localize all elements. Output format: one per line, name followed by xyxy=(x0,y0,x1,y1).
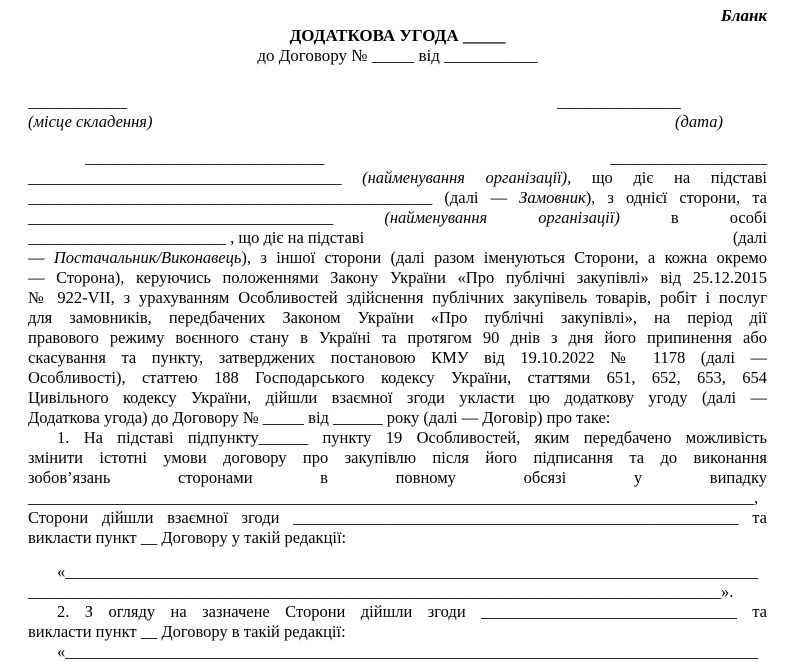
text-line xyxy=(28,268,767,288)
text-segment: правового режиму воєнного стану в Україні та протягом 90 днів з дня його припинення або xyxy=(28,328,767,347)
text-line xyxy=(28,328,767,348)
blank-field: ____________________________________________________________________________________ xyxy=(65,642,759,661)
text-segment: пункту 19 Особливостей, яким передбачено можливість xyxy=(308,428,767,447)
place-block xyxy=(28,92,152,132)
text-segment: скасування та пункту, затверджених постановою КМУ від 19.10.2022 № 1178 (далі — xyxy=(28,348,767,367)
text-segment: та xyxy=(738,508,767,527)
text-segment: (найменування організації) xyxy=(384,208,620,227)
text-segment: (далі xyxy=(732,228,767,247)
text-line xyxy=(28,208,767,228)
text-segment: року (далі — Договір) про таке: xyxy=(382,408,611,427)
text-line xyxy=(28,582,767,602)
text-line xyxy=(28,408,767,428)
text-segment: змінити істотні умови договору про закупівлю після його підписання та до виконання xyxy=(28,448,767,467)
blank-field: ________________________________________________________________________________________ xyxy=(28,488,754,507)
text-segment: Цивільного кодексу України, дійшли взаємної згоди укласти цю додаткову угоду (далі — xyxy=(28,388,767,407)
text-segment: та xyxy=(736,602,767,621)
text-line xyxy=(28,642,767,662)
text-line xyxy=(28,602,767,622)
blank-field: ____________________________________________________________________________________ xyxy=(65,562,759,581)
text-line xyxy=(28,428,767,448)
text-segment: ), з однієї сторони, та xyxy=(585,188,767,207)
text-segment: Замовник xyxy=(519,188,586,207)
text-segment: Додаткова угода) до Договору № xyxy=(28,408,263,427)
blank-field: ________________________ xyxy=(28,228,226,247)
document-title: ДОДАТКОВА УГОДА _____ xyxy=(289,26,506,45)
text-segment: — xyxy=(28,248,54,267)
text-segment: № 922-VII, з урахуванням Особливостей здійснення публічних закупівель товарів, робіт і послуг xyxy=(28,288,767,307)
text-segment: що діє на підставі xyxy=(571,168,767,187)
text-line xyxy=(28,228,767,248)
text-line xyxy=(28,288,767,308)
text-segment: для замовників, передбачених Законом України «Про публічні закупівлі», на період дії xyxy=(28,308,767,327)
blank-field: __ xyxy=(140,528,158,547)
text-line xyxy=(28,528,767,548)
blank-field: ______________________________________________________ xyxy=(293,508,739,527)
blank-field: ______ xyxy=(333,408,383,427)
text-line xyxy=(28,368,767,388)
text-segment: , xyxy=(754,488,759,507)
text-line xyxy=(28,168,767,188)
date-blank-field: _______________ xyxy=(557,92,681,111)
text-segment: від xyxy=(304,408,334,427)
blank-field: _____ xyxy=(262,408,305,427)
text-line xyxy=(28,348,767,368)
document-subtitle: до Договору № _____ від ___________ xyxy=(257,46,538,65)
text-segment xyxy=(324,148,610,167)
text-line xyxy=(28,562,767,582)
text-segment: , що діє на підставі xyxy=(226,228,365,247)
text-segment: 2. З огляду на зазначене Сторони дійшли згоди xyxy=(57,602,482,621)
text-segment: Сторони дійшли взаємної згоди xyxy=(28,508,294,527)
text-segment: в особі xyxy=(619,208,767,227)
text-line xyxy=(28,388,767,408)
text-line xyxy=(28,188,767,208)
text-segment xyxy=(333,208,384,227)
blank-field: ____________________________________________________________________________________ xyxy=(28,582,721,601)
text-segment: викласти пункт xyxy=(28,528,141,547)
text-line xyxy=(28,248,767,268)
text-line xyxy=(28,308,767,328)
place-blank-field: ____________ xyxy=(28,92,127,111)
date-label: (дата) xyxy=(675,112,723,131)
blank-form-label: Бланк xyxy=(720,6,767,25)
blank-field: _____________________________ xyxy=(85,148,325,167)
text-segment: викласти пункт xyxy=(28,622,141,641)
text-segment: Особливості), статтею 188 Господарського кодексу України, статтями 651, 652, 653, 654 xyxy=(28,368,767,387)
blank-field: ___________________ xyxy=(610,148,767,167)
text-segment: зобов’язань сторонами в повному обсязі у випадку xyxy=(28,468,767,487)
text-line xyxy=(28,508,767,528)
text-segment: « xyxy=(57,642,66,661)
place-label: (місце складення) xyxy=(28,112,153,131)
text-line xyxy=(28,622,767,642)
blank-field: _________________________________________________ xyxy=(28,188,433,207)
place-date-row xyxy=(28,92,767,132)
text-segment: Договору у такій редакції: xyxy=(157,528,347,547)
text-segment: « xyxy=(57,562,66,581)
text-segment: (найменування організації), xyxy=(362,168,572,187)
text-line xyxy=(28,488,767,508)
text-segment: (далі — xyxy=(432,188,520,207)
blank-field: __ xyxy=(140,622,158,641)
text-line xyxy=(28,448,767,468)
text-segment: Постачальник/Виконавець xyxy=(53,248,242,267)
text-segment xyxy=(342,168,363,187)
blank-field: ______________________________________ xyxy=(28,168,342,187)
blank-field: _______________________________ xyxy=(481,602,737,621)
text-segment: ». xyxy=(721,582,734,601)
blank-field: ______ xyxy=(258,428,309,447)
text-segment: ), з іншої сторони (далі разом іменуються Сторони, а кожна окремо xyxy=(241,248,768,267)
line-gap xyxy=(364,228,733,248)
document-lines xyxy=(28,148,767,662)
text-segment: — Сторона), керуючись положеннями Закону України «Про публічні закупівлі» від 25.12.2015 xyxy=(28,268,767,287)
text-segment: Договору в такій редакції: xyxy=(157,622,346,641)
blank-field: _____________________________________ xyxy=(28,208,334,227)
text-segment: 1. На підставі підпункту xyxy=(57,428,259,447)
text-line xyxy=(28,148,767,168)
date-block xyxy=(557,92,723,132)
text-line xyxy=(28,468,767,488)
